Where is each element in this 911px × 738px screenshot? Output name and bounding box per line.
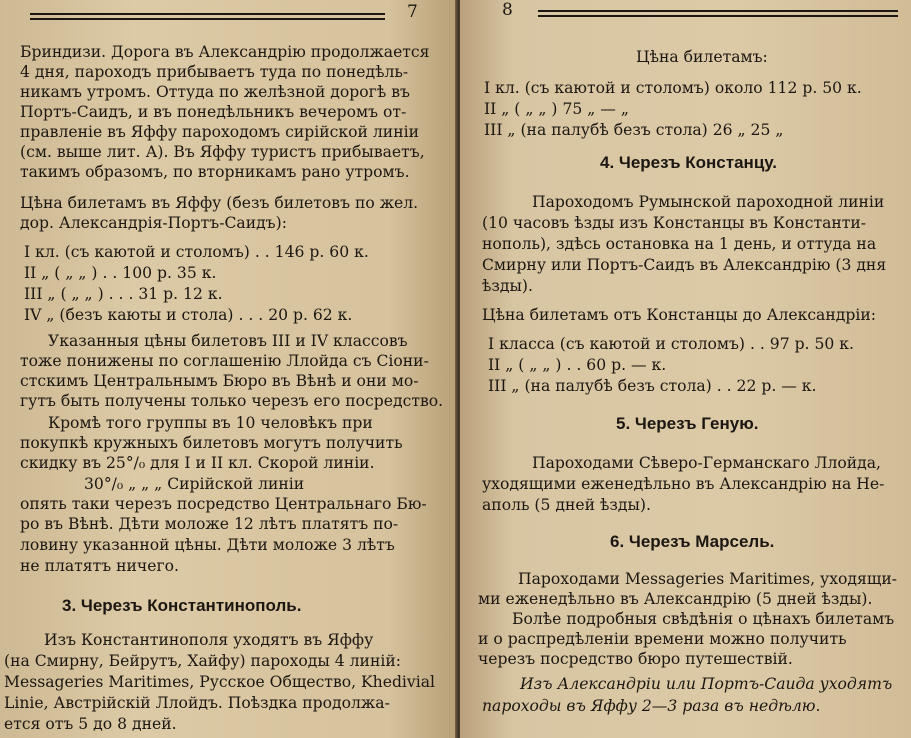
text-line: Пароходомъ Румынской пароходной линіи — [532, 193, 885, 211]
text-line: ро въ Вѣнѣ. Дѣти моложе 12 лѣтъ платятъ по- — [20, 515, 399, 533]
header-rule — [30, 18, 385, 20]
price-row: III „ (на палубѣ безъ стола) . . 22 р. — к. — [488, 377, 817, 395]
text-line: правленіе въ Яффу пароходомъ сирійской линіи — [20, 123, 419, 141]
price-row: I кл. (съ каютой и столомъ) . . 146 р. 60 к. — [24, 243, 369, 261]
text-line: Изъ Константинополя уходятъ въ Яффу — [44, 631, 374, 649]
text-line: такимъ образомъ, по вторникамъ рано утромъ. — [20, 163, 410, 181]
text-line: Linie, Австрійскій Ллойдъ. Поѣздка продолжа- — [4, 694, 390, 712]
text-line: (см. выше лит. А). Въ Яффу туристъ прибываетъ, — [20, 143, 425, 161]
text-line: Цѣна билетамъ: — [636, 48, 768, 66]
text-line: Бриндизи. Дорога въ Александрію продолжается — [20, 43, 430, 61]
price-row: IV „ (безъ каюты и стола) . . . 20 р. 62 к. — [24, 306, 353, 324]
section-heading: 5. Черезъ Геную. — [616, 414, 759, 433]
italic-note-line: пароходы въ Яффу 2—3 раза въ недѣлю. — [482, 697, 821, 715]
text-line: не платятъ ничего. — [20, 557, 179, 575]
text-line: нополь), здѣсь остановка на 1 день, и оттуда на — [482, 235, 877, 253]
text-line: ѣзды). — [482, 277, 533, 295]
text-line: и о распредѣленіи времени можно получить — [478, 630, 847, 648]
text-line: ловину указанной цѣны. Дѣти моложе 3 лѣтъ — [20, 536, 395, 554]
page-number: 8 — [502, 0, 513, 20]
text-line: Пароходами Сѣверо-Германскаго Ллойда, — [532, 454, 882, 472]
text-line: Смирну или Портъ-Саидъ въ Александрію (3 дня — [482, 256, 887, 274]
text-line: Цѣна билетамъ въ Яффу (безъ билетовъ по жел. — [20, 194, 419, 212]
text-line: дор. Александрія-Портъ-Саидъ): — [20, 214, 287, 232]
text-line: никамъ утромъ. Оттуда по желѣзной дорогѣ въ — [20, 83, 410, 101]
text-line: Messageries Maritimes, Русское Общество, Khedivial — [4, 673, 435, 691]
section-heading: 3. Черезъ Константинополь. — [62, 596, 302, 615]
section-heading: 4. Черезъ Констанцу. — [600, 153, 777, 172]
page-number: 7 — [407, 2, 418, 22]
header-rule — [538, 15, 898, 17]
text-line: тоже понижены по соглашенію Ллойда съ Сіони- — [20, 352, 429, 370]
section-heading: 6. Черезъ Марсель. — [610, 532, 775, 551]
text-line: аполь (5 дней ѣзды). — [482, 496, 651, 514]
text-line: черезъ посредство бюро путешествій. — [478, 650, 793, 668]
text-line: Пароходами Messageries Maritimes, уходящи- — [518, 570, 898, 588]
text-line: (10 часовъ ѣзды изъ Констанцы въ Константи- — [482, 214, 867, 232]
text-line: Портъ-Саидъ, и въ понедѣльникъ вечеромъ от- — [20, 103, 407, 121]
text-line: Болѣе подробныя свѣдѣнія о цѣнахъ билетамъ — [512, 610, 895, 628]
text-line: гутъ быть получены только черезъ его посредство. — [20, 392, 444, 410]
text-line: (на Смирну, Бейрутъ, Хайфу) пароходы 4 линій: — [4, 652, 401, 670]
italic-note-line: Изъ Александріи или Портъ-Саида уходятъ — [520, 675, 893, 693]
price-row: II „ ( „ „ ) . . 60 р. — к. — [488, 356, 667, 374]
text-line: ми еженедѣльно въ Александрію (5 дней ѣзды). — [478, 590, 873, 608]
text-line: Кромѣ того группы въ 10 человѣкъ при — [48, 414, 373, 432]
header-rule — [30, 13, 385, 15]
text-line: покупкѣ кружныхъ билетовъ могутъ получить — [20, 434, 403, 452]
text-line: Указанныя цѣны билетовъ III и IV классовъ — [48, 332, 408, 350]
price-row: II „ ( „ „ ) . . 100 р. 35 к. — [24, 264, 217, 282]
price-row: II „ ( „ „ ) 75 „ — „ — [484, 100, 629, 118]
text-line: 4 дня, пароходъ прибываетъ туда по понедѣль- — [20, 63, 409, 81]
price-row: III „ ( „ „ ) . . . 31 р. 12 к. — [24, 285, 223, 303]
right-page — [460, 0, 911, 738]
price-row: III „ (на палубѣ безъ стола) 26 „ 25 „ — [484, 121, 784, 139]
text-line: опять таки черезъ посредство Центральнаго Бю- — [20, 495, 427, 513]
text-line: стскимъ Центральнымъ Бюро въ Вѣнѣ и они мо- — [20, 372, 419, 390]
text-line: 30°/₀ „ „ „ Сирійской линіи — [84, 475, 305, 493]
header-rule — [538, 10, 898, 12]
text-line: уходящими еженедѣльно въ Александрію на Не- — [482, 475, 885, 493]
text-line: Цѣна билетамъ отъ Констанцы до Александріи: — [482, 306, 876, 324]
text-line: скидку въ 25°/₀ для I и II кл. Скорой линіи. — [20, 454, 375, 472]
price-row: I кл. (съ каютой и столомъ) около 112 р. 50 к. — [484, 79, 862, 97]
price-row: I класса (съ каютой и столомъ) . . 97 р. 50 к. — [488, 335, 854, 353]
text-line: ется отъ 5 до 8 дней. — [4, 715, 177, 733]
